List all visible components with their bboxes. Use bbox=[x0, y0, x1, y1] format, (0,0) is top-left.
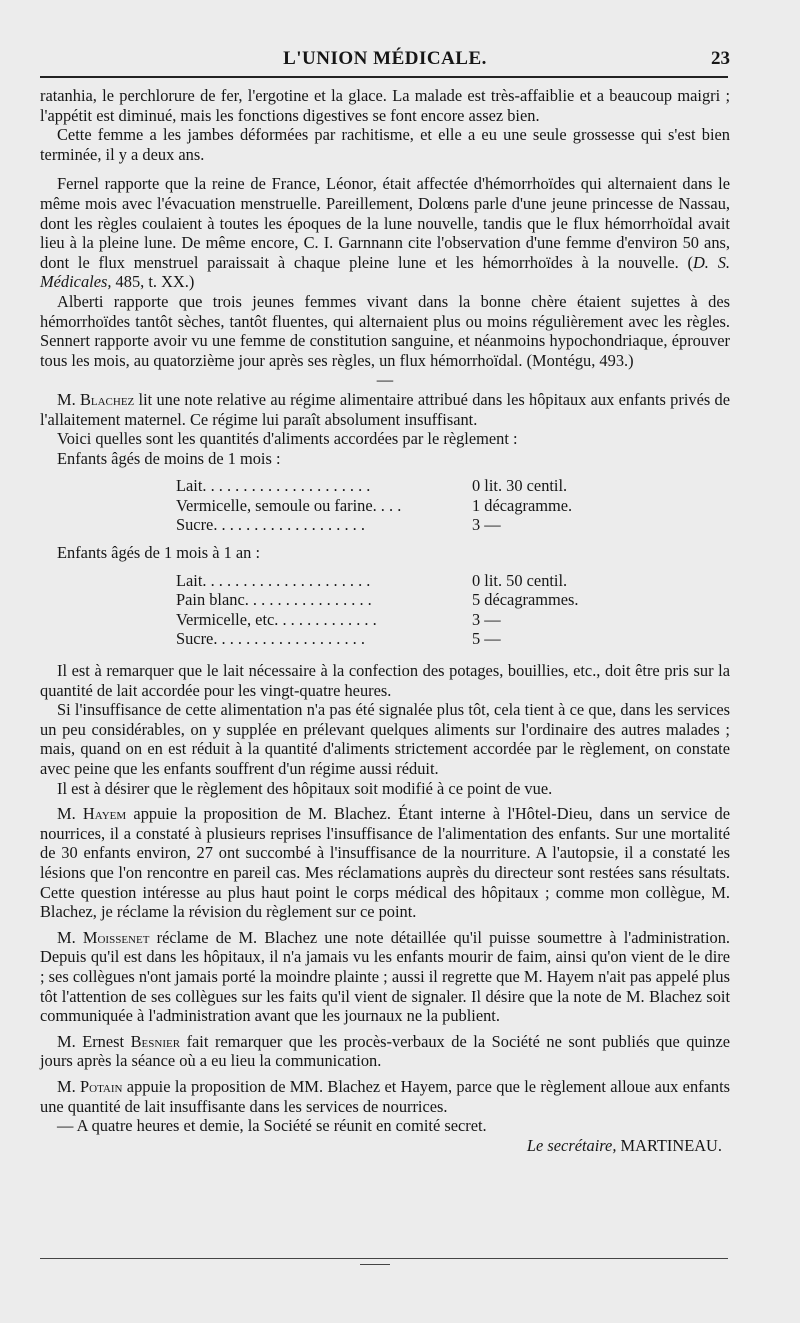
text-run: Fernel rapporte que la reine de France, Léonor, était affectée d'hémorrhoïdes qui alternaient dans le même mois avec l'évacuation menstruelle. Pareillement, Dolœns parle d'une jeune princesse de Nassau, dont les règles coulaient à toutes les époques de la lune nouvelle, tandis que le flux hémorrhoïdal avait lieu à la pleine lune. De même encore, C. I. Garnnann cite l'observation d'une femme d'environ 50 ans, dont le flux menstruel paraissait à chaque pleine lune et les hémorrhoïdes à la nouvelle. ( bbox=[40, 174, 730, 272]
ration-quantity: 0 lit. 30 centil. bbox=[472, 476, 568, 496]
ration-quantity: 5 décagrammes. bbox=[472, 590, 579, 610]
signature-name: MARTINEAU. bbox=[620, 1135, 722, 1155]
ration-item: Vermicelle, etc. . . . . . . . . . . . . bbox=[176, 609, 377, 629]
paragraph: Il est à désirer que le règlement des hôpitaux soit modifié à ce point de vue. bbox=[57, 778, 553, 798]
text-run: appuie la proposition de M. Blachez. Étant interne à l'Hôtel-Dieu, dans un service de nourrices, il a constaté à plusieurs reprises l'insuffisance de l'alimentation des enfants. Sur une mortalité de 30 enfants environ, 27 ont succombé à l'insuffisance de la nourriture. A l'autopsie, il a constaté les lésions que l'on rencontre en pareil cas. Mes réclamations auprès du directeur sont restées sans résultats. Cette question intéresse au plus haut point le corps médical des hôpitaux ; comme mon collègue, M. Blachez, je réclame la révision du règlement sur ce point. bbox=[40, 804, 731, 922]
footer-rule bbox=[40, 1258, 728, 1259]
paragraph bbox=[40, 1032, 730, 1071]
ration-item: Lait. . . . . . . . . . . . . . . . . . . . . bbox=[176, 570, 371, 590]
paragraph: Cette femme a les jambes déformées par rachitisme, et elle a eu une seule grossesse qui s'est bien terminée, il y a deux ans. bbox=[40, 125, 730, 164]
ration-quantity: 3 — bbox=[472, 609, 501, 629]
paragraph: Il est à remarquer que le lait nécessaire à la confection des potages, bouillies, etc., doit être pris sur la quantité de lait accordée pour les vingt-quatre heures. bbox=[40, 661, 730, 700]
header-rule bbox=[40, 76, 728, 78]
table-row bbox=[176, 571, 579, 591]
article-body bbox=[40, 86, 730, 1155]
section-separator: — bbox=[376, 370, 394, 390]
table-row bbox=[176, 629, 579, 649]
paragraph: ratanhia, le perchlorure de fer, l'ergotine et la glace. La malade est très-affaiblie et a beaucoup maigri ; l'appétit est diminué, mais les fonctions digestives se font encore assez bien. bbox=[40, 86, 730, 125]
table-row bbox=[176, 496, 572, 516]
paragraph bbox=[40, 928, 730, 1026]
ration-item: Sucre. . . . . . . . . . . . . . . . . . . bbox=[176, 629, 365, 649]
paragraph bbox=[40, 1077, 730, 1116]
ration-table-1-month-to-1-year bbox=[176, 571, 579, 649]
citation-source: D. S. Médicales, bbox=[40, 252, 730, 292]
speaker-name: M. Hayem bbox=[57, 804, 127, 824]
signature bbox=[40, 1136, 730, 1156]
ration-group-heading: Enfants âgés de 1 mois à 1 an : bbox=[57, 543, 261, 563]
table-row bbox=[176, 515, 572, 535]
ration-item: Pain blanc. . . . . . . . . . . . . . . . bbox=[176, 590, 372, 610]
journal-title: L'UNION MÉDICALE. bbox=[283, 48, 487, 69]
paragraph bbox=[40, 174, 730, 292]
paragraph bbox=[40, 804, 730, 922]
text-run: 485, t. XX.) bbox=[111, 272, 195, 292]
ration-item: Vermicelle, semoule ou farine. . . . bbox=[176, 495, 402, 515]
text-run: lit une note relative au régime alimentaire attribué dans les hôpitaux aux enfants privés de l'allaitement maternel. Ce régime lui paraît absolument insuffisant. bbox=[40, 389, 730, 429]
speaker-name: M. Ernest bbox=[57, 1031, 131, 1051]
paragraph: Si l'insuffisance de cette alimentation n'a pas été signalée plus tôt, cela tient à ce que, dans les services un peu considérables, on y supplée en prélevant quelques aliments sur l'ordinaire des autres malades ; mais, quand on en est réduit à la quantité d'aliments strictement accordée par le règlement, on constate avec peine que les enfants souffrent d'un régime aussi réduit. bbox=[40, 700, 730, 778]
table-row bbox=[176, 476, 572, 496]
ration-item: Lait. . . . . . . . . . . . . . . . . . . . . bbox=[176, 476, 371, 496]
page-header bbox=[40, 44, 730, 74]
ration-quantity: 5 — bbox=[472, 629, 501, 649]
paragraph: Alberti rapporte que trois jeunes femmes vivant dans la bonne chère étaient sujettes à des hémorrhoïdes tantôt sèches, tantôt fluentes, qui alternaient plus ou moins régulièrement avec les règles. Sennert rapporte avoir vu une femme de constitution sanguine, et néanmoins hypochondriaque, éprouver tous les mois, au quatorzième jour après ses règles, un flux hémorrhoïdal. (Montégu, 493.) bbox=[40, 291, 730, 370]
ration-item: Sucre. . . . . . . . . . . . . . . . . . . bbox=[176, 515, 365, 535]
signature-role: Le secrétaire, bbox=[526, 1135, 617, 1155]
table-row bbox=[176, 590, 579, 610]
text-run: réclame de M. Blachez une note détaillée qu'il puisse soumettre à l'administration. Depuis qu'il est dans les hôpitaux, il n'a jamais vu les enfants mourir de faim, ainsi qu'on vient de le dire ; ses collègues n'ont jamais porté la moindre plainte ; aussi il regrette que M. Hayem n'ait pas appelé plus tôt l'attention de ses collègues sur les faits qu'il vient de signaler. Il désire que la note de M. Blachez soit communiquée à l'administration avant que les journaux ne la publient. bbox=[40, 927, 730, 1026]
ration-table-under-1-month bbox=[176, 476, 572, 535]
footer-dash bbox=[360, 1264, 390, 1265]
speaker-surname: Besnier bbox=[130, 1031, 181, 1051]
text-run: fait remarquer que les procès-verbaux de la Société ne sont publiés que quinze jours après la séance où a eu lieu la communication. bbox=[40, 1031, 730, 1071]
table-row bbox=[176, 610, 579, 630]
text-run: appuie la proposition de MM. Blachez et Hayem, parce que le règlement alloue aux enfants une quantité de lait insuffisante dans les services de nourrices. bbox=[40, 1076, 730, 1116]
paragraph bbox=[40, 390, 730, 429]
speaker-name: M. Blachez bbox=[57, 389, 135, 409]
paragraph: — A quatre heures et demie, la Société se réunit en comité secret. bbox=[57, 1116, 487, 1136]
ration-group-heading: Enfants âgés de moins de 1 mois : bbox=[57, 448, 281, 468]
speaker-name: M. Moissenet bbox=[57, 927, 150, 947]
page-number: 23 bbox=[711, 48, 730, 69]
ration-quantity: 3 — bbox=[472, 515, 501, 535]
ration-quantity: 1 décagramme. bbox=[472, 495, 573, 515]
paragraph: Voici quelles sont les quantités d'aliments accordées par le règlement : bbox=[57, 429, 518, 449]
speaker-name: M. Potain bbox=[57, 1076, 123, 1096]
ration-quantity: 0 lit. 50 centil. bbox=[472, 570, 568, 590]
